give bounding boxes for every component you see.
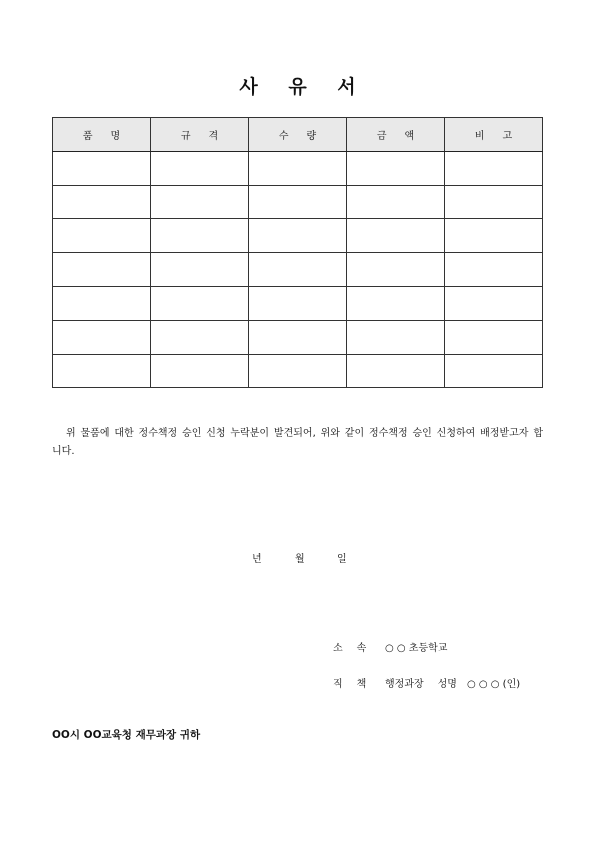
document-title: 사 유 서 <box>239 76 368 98</box>
date-year-label: 년 <box>252 554 262 565</box>
table-row <box>53 354 543 388</box>
table-cell <box>249 320 347 354</box>
header-amount: 금액 <box>347 118 445 152</box>
name-value: ○ ○ ○ (인) <box>466 679 521 690</box>
table-cell <box>249 151 347 185</box>
table-cell <box>347 219 445 253</box>
table-cell <box>249 253 347 287</box>
table-cell <box>347 151 445 185</box>
table-cell <box>445 354 543 388</box>
statement-paragraph: 위 물품에 대한 정수책정 승인 신청 누락분이 발견되어, 위와 같이 정수책정 승인 신청하여 배정받고자 합니다. <box>52 428 543 457</box>
table-row <box>53 185 543 219</box>
position-label: 직책 <box>333 679 381 690</box>
date-month-label: 월 <box>295 554 305 565</box>
header-quantity: 수량 <box>249 118 347 152</box>
position-row <box>333 675 520 691</box>
table-cell <box>53 151 151 185</box>
table-row <box>53 253 543 287</box>
table-cell <box>151 253 249 287</box>
table-cell <box>249 286 347 320</box>
table-cell <box>347 320 445 354</box>
table-cell <box>445 151 543 185</box>
table-row <box>53 320 543 354</box>
table-row <box>53 286 543 320</box>
table-cell <box>347 354 445 388</box>
table-cell <box>445 286 543 320</box>
affiliation-label: 소속 <box>333 643 381 654</box>
table-cell <box>445 320 543 354</box>
table-cell <box>151 185 249 219</box>
items-table-wrapper <box>52 117 543 388</box>
table-cell <box>53 286 151 320</box>
table-cell <box>53 253 151 287</box>
date-day-label: 일 <box>337 554 347 565</box>
table-cell <box>53 185 151 219</box>
date-line <box>0 550 595 566</box>
header-remarks: 비고 <box>445 118 543 152</box>
table-cell <box>53 219 151 253</box>
table-header-row <box>53 118 543 152</box>
table-cell <box>249 219 347 253</box>
header-spec: 규격 <box>151 118 249 152</box>
table-cell <box>445 219 543 253</box>
items-table <box>52 117 543 388</box>
name-label: 성명 <box>437 679 457 690</box>
affiliation-value: ○ ○ 초등학교 <box>385 643 448 654</box>
addressee: OO시 OO교육청 재무과장 귀하 <box>52 729 201 741</box>
table-cell <box>151 286 249 320</box>
table-cell <box>151 219 249 253</box>
table-cell <box>249 354 347 388</box>
affiliation-row <box>333 639 447 655</box>
table-cell <box>151 320 249 354</box>
position-value: 행정과장 <box>385 679 424 690</box>
table-cell <box>53 320 151 354</box>
table-cell <box>249 185 347 219</box>
table-cell <box>53 354 151 388</box>
table-cell <box>445 253 543 287</box>
table-row <box>53 151 543 185</box>
table-cell <box>347 286 445 320</box>
table-cell <box>151 354 249 388</box>
table-cell <box>347 253 445 287</box>
table-cell <box>445 185 543 219</box>
header-item-name: 품명 <box>53 118 151 152</box>
table-cell <box>151 151 249 185</box>
table-cell <box>347 185 445 219</box>
table-row <box>53 219 543 253</box>
